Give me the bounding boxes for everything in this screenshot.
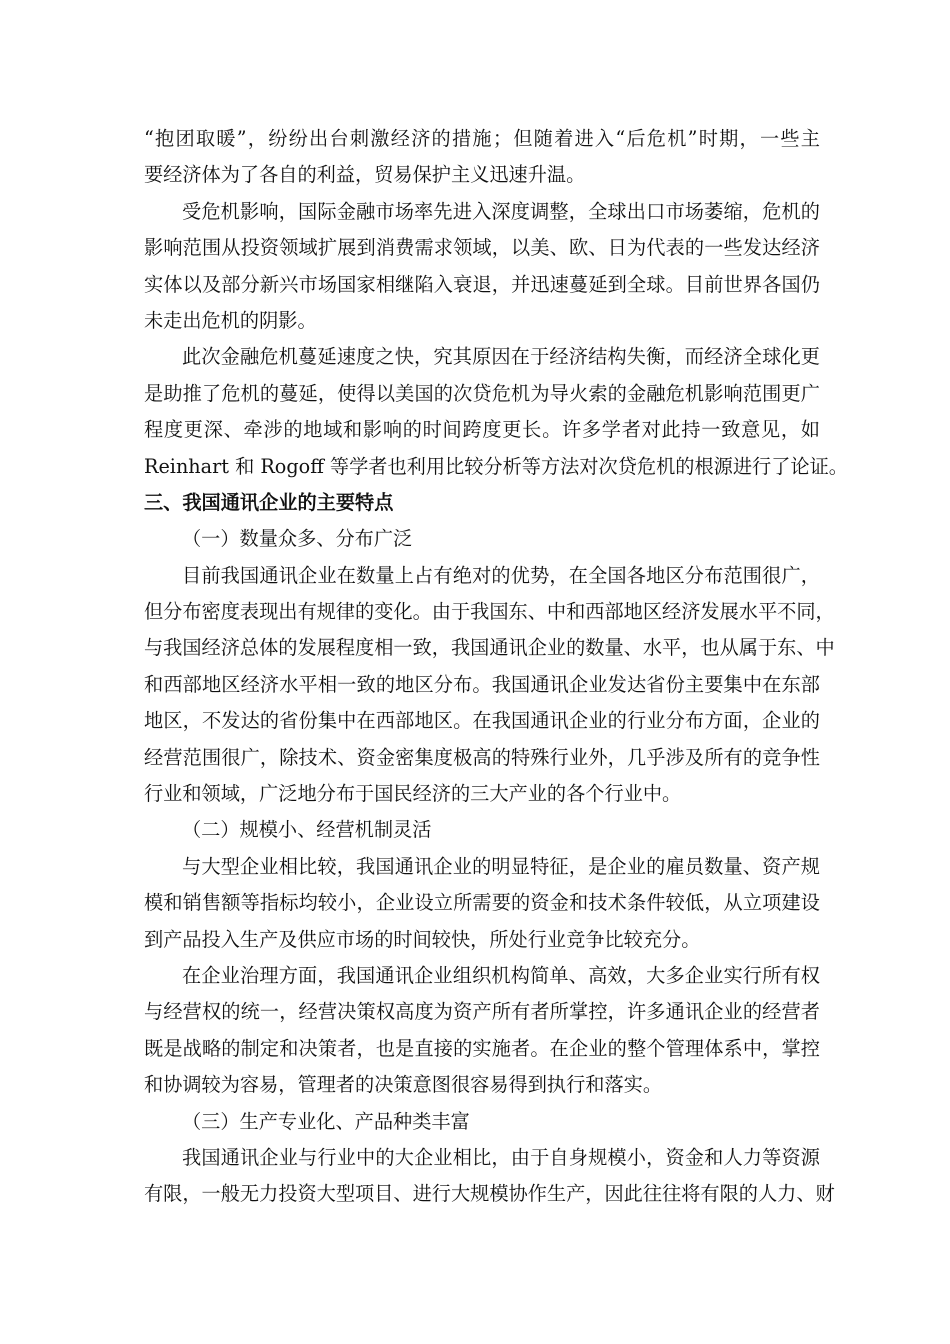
text-line: 既是战略的制定和决策者，也是直接的实施者。在企业的整个管理体系中，掌控: [144, 1036, 820, 1060]
text-line: 行业和领域，广泛地分布于国民经济的三大产业的各个行业中。: [144, 782, 682, 806]
text-line: 要经济体为了各自的利益，贸易保护主义迅速升温。: [144, 163, 586, 187]
text-line: 与经营权的统一，经营决策权高度为资产所有者所掌控，许多通讯企业的经营者: [144, 1000, 820, 1024]
text-line: 在企业治理方面，我国通讯企业组织机构简单、高效，大多企业实行所有权: [182, 963, 820, 987]
text-line: 与大型企业相比较，我国通讯企业的明显特征，是企业的雇员数量、资产规: [182, 854, 820, 878]
text-line: 模和销售额等指标均较小，企业设立所需要的资金和技术条件较低，从立项建设: [144, 891, 820, 915]
text-line: “抱团取暖”，纷纷出台刺激经济的措施；但随着进入“后危机”时期，一些主: [144, 127, 820, 150]
text-line: Reinhart 和 Rogoff 等学者也利用比较分析等方法对次贷危机的根源进行了论证。: [144, 454, 848, 478]
text-line: 地区，不发达的省份集中在西部地区。在我国通讯企业的行业分布方面，企业的: [144, 709, 820, 733]
subsection-title: （三）生产专业化、产品种类丰富: [182, 1109, 470, 1133]
subsection-title: （二）规模小、经营机制灵活: [182, 818, 432, 842]
text-line: 实体以及部分新兴市场国家相继陷入衰退，并迅速蔓延到全球。目前世界各国仍: [144, 272, 820, 296]
text-line: 影响范围从投资领域扩展到消费需求领域，以美、欧、日为代表的一些发达经济: [144, 236, 820, 260]
text-line: 未走出危机的阴影。: [144, 308, 317, 332]
text-line: 此次金融危机蔓延速度之快，究其原因在于经济结构失衡，而经济全球化更: [182, 345, 820, 369]
text-line: 受危机影响，国际金融市场率先进入深度调整，全球出口市场萎缩，危机的: [182, 199, 820, 223]
text-line: 程度更深、牵涉的地域和影响的时间跨度更长。许多学者对此持一致意见，如: [144, 418, 820, 442]
text-line: 和协调较为容易，管理者的决策意图很容易得到执行和落实。: [144, 1073, 663, 1097]
text-line: 我国通讯企业与行业中的大企业相比，由于自身规模小，资金和人力等资源: [182, 1145, 820, 1169]
text-line: 经营范围很广，除技术、资金密集度极高的特殊行业外，几乎涉及所有的竞争性: [144, 745, 820, 769]
subsection-title: （一）数量众多、分布广泛: [182, 527, 413, 551]
text-line: 是助推了危机的蔓延，使得以美国的次贷危机为导火索的金融危机影响范围更广: [144, 381, 820, 405]
text-line: 和西部地区经济水平相一致的地区分布。我国通讯企业发达省份主要集中在东部: [144, 672, 820, 696]
text-line: 但分布密度表现出有规律的变化。由于我国东、中和西部地区经济发展水平不同，: [144, 600, 835, 624]
text-line: 到产品投入生产及供应市场的时间较快，所处行业竞争比较充分。: [144, 927, 701, 951]
text-line: 与我国经济总体的发展程度相一致，我国通讯企业的数量、水平，也从属于东、中: [144, 636, 835, 660]
text-line: 有限，一般无力投资大型项目、进行大规模协作生产，因此往往将有限的人力、财: [144, 1182, 835, 1206]
document-page: [144, 121, 848, 1213]
text-line: 目前我国通讯企业在数量上占有绝对的优势，在全国各地区分布范围很广，: [182, 563, 820, 587]
section-heading: 三、我国通讯企业的主要特点: [144, 490, 394, 514]
